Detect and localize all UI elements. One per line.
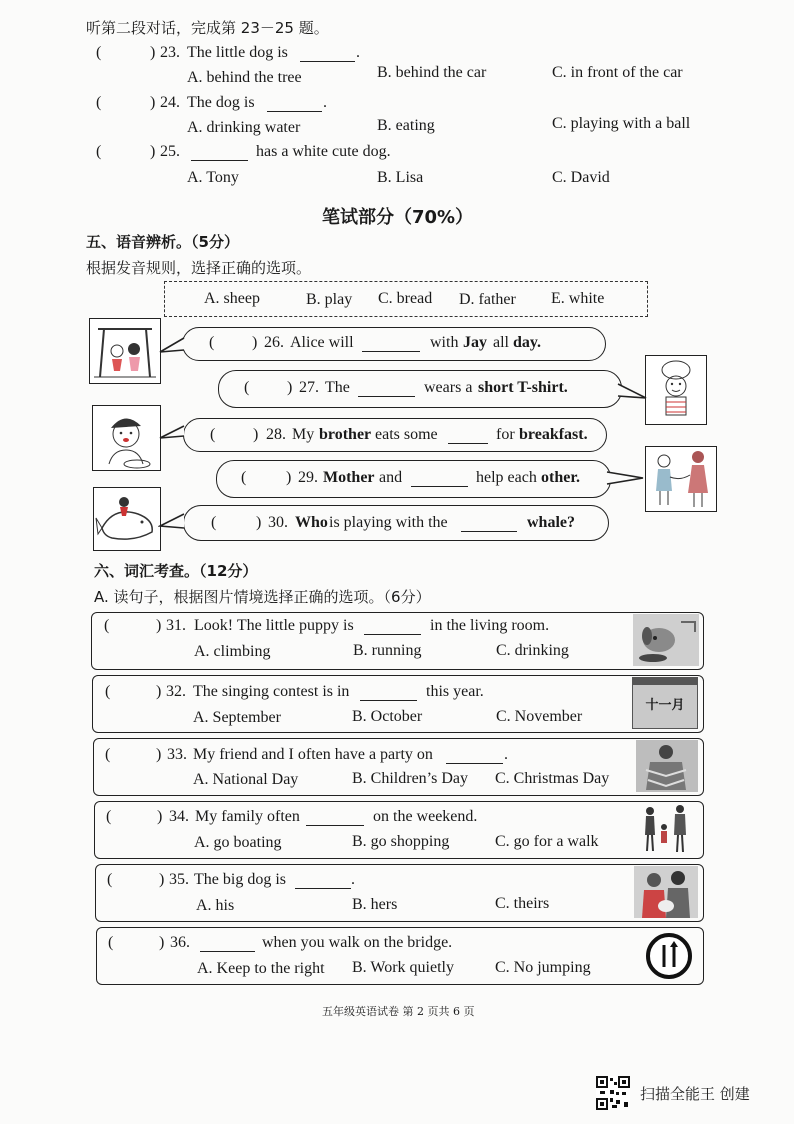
answer-paren-open: ( — [108, 934, 114, 951]
answer-blank — [411, 472, 468, 487]
question-number: 25. — [160, 143, 180, 160]
puppy-picture — [633, 614, 699, 666]
question-text-bold: short T-shirt. — [478, 379, 568, 396]
option-b: B. eating — [377, 117, 435, 134]
bubble-tail-28 — [158, 422, 186, 442]
bubble-tail-26 — [158, 336, 186, 356]
answer-paren-open: ( — [96, 94, 102, 111]
question-text: help each — [476, 469, 537, 486]
question-number: 36. — [170, 934, 190, 951]
question-number: 24. — [160, 94, 180, 111]
listening-instruction: 听第二段对话，完成第 23－25 题。 — [86, 19, 329, 37]
option-a: A. his — [196, 897, 235, 914]
question-text-bold: Jay — [463, 334, 487, 351]
question-text: The dog is — [187, 94, 255, 111]
mother-child-picture — [645, 446, 717, 512]
answer-blank — [448, 429, 488, 444]
question-number: 33. — [167, 746, 187, 763]
answer-blank — [446, 749, 503, 764]
family-walk-picture — [636, 803, 694, 855]
answer-paren-close: ) — [150, 44, 156, 61]
qr-code-icon — [596, 1076, 630, 1110]
option-a: A. drinking water — [187, 119, 301, 136]
answer-blank — [360, 686, 417, 701]
option-a: A. Keep to the right — [197, 960, 325, 977]
option-a: A. go boating — [194, 834, 282, 851]
question-text: Alice will — [290, 334, 354, 351]
page-footer: 五年级英语试卷 第 2 页共 6 页 — [322, 1005, 475, 1018]
answer-paren-close: ) — [252, 334, 258, 351]
option-c: C. in front of the car — [552, 64, 683, 81]
question-text: My — [292, 426, 315, 443]
bubble-tail-27 — [616, 380, 648, 404]
answer-paren-open: ( — [104, 617, 110, 634]
answer-paren-close: ) — [156, 617, 162, 634]
answer-paren-open: ( — [105, 746, 111, 763]
option-b: B. hers — [352, 896, 398, 913]
phonics-instruction: 根据发音规则，选择正确的选项。 — [86, 259, 312, 277]
question-text: and — [379, 469, 403, 486]
question-number: 27. — [299, 379, 319, 396]
question-text-bold: day. — [513, 334, 542, 351]
question-text: Look! The little puppy is — [194, 617, 354, 634]
option-a: A. Tony — [187, 169, 239, 186]
answer-paren-close: ) — [287, 379, 293, 396]
answer-paren-open: ( — [211, 514, 217, 531]
answer-blank — [306, 811, 364, 826]
question-number: 34. — [169, 808, 189, 825]
calendar-month-label: 十一月 — [645, 698, 685, 713]
answer-paren-open: ( — [244, 379, 250, 396]
answer-paren-open: ( — [96, 143, 102, 160]
question-text: has a white cute dog. — [256, 143, 391, 160]
question-number: 30. — [268, 514, 288, 531]
written-part-title: 笔试部分（70%） — [322, 207, 474, 228]
question-text-end: this year. — [426, 683, 484, 700]
answer-blank — [300, 47, 355, 62]
question-text-end: . — [351, 871, 355, 888]
question-text: My family often — [195, 808, 300, 825]
question-text: The — [325, 379, 350, 396]
question-number: 23. — [160, 44, 180, 61]
question-text-bold: brother — [319, 426, 372, 443]
question-text-bold: breakfast. — [519, 426, 588, 443]
question-number: 32. — [166, 683, 186, 700]
option-c: C. Christmas Day — [495, 770, 610, 787]
scanner-watermark: 扫描全能王 创建 — [640, 1085, 750, 1103]
question-text: The singing contest is in — [193, 683, 350, 700]
question-text-bold: other. — [541, 469, 580, 486]
option-c: C. drinking — [496, 642, 569, 659]
bubble-tail-30 — [158, 512, 186, 532]
option-c: C. No jumping — [495, 959, 591, 976]
question-number: 29. — [298, 469, 318, 486]
answer-paren-close: ) — [156, 683, 162, 700]
option-a: A. National Day — [193, 771, 299, 788]
option-b: B. go shopping — [352, 833, 450, 850]
question-text: for — [496, 426, 515, 443]
question-text: eats some — [375, 426, 438, 443]
answer-blank — [295, 874, 351, 889]
vocab-subsection: A. 读句子，根据图片情境选择正确的选项。（6分） — [94, 588, 431, 606]
option-c: C. playing with a ball — [552, 115, 691, 132]
option-b: B. behind the car — [377, 64, 487, 81]
answer-blank — [362, 337, 420, 352]
question-text: My friend and I often have a party on — [193, 746, 433, 763]
option-a: A. climbing — [194, 643, 271, 660]
question-text: The little dog is — [187, 44, 288, 61]
question-number: 31. — [166, 617, 186, 634]
question-text-bold: whale? — [527, 514, 575, 531]
answer-paren-close: ) — [256, 514, 262, 531]
answer-paren-open: ( — [106, 808, 112, 825]
answer-blank — [461, 517, 517, 532]
kids-swing-picture — [89, 318, 161, 384]
boy-eating-picture — [92, 405, 161, 471]
answer-paren-close: ) — [156, 746, 162, 763]
answer-paren-open: ( — [96, 44, 102, 61]
answer-paren-close: ) — [150, 94, 156, 111]
answer-paren-open: ( — [105, 683, 111, 700]
answer-blank — [364, 620, 421, 635]
question-text-end: in the living room. — [430, 617, 550, 634]
christmas-picture — [636, 740, 698, 792]
question-text-bold: Who — [295, 514, 328, 531]
option-a: A. September — [193, 709, 281, 726]
option-c: C. November — [496, 708, 583, 725]
question-text: wears a — [424, 379, 473, 396]
answer-paren-close: ) — [157, 808, 163, 825]
answer-blank — [358, 382, 415, 397]
question-text: all — [493, 334, 509, 351]
answer-paren-close: ) — [159, 934, 165, 951]
whale-boy-picture — [93, 487, 161, 551]
answer-paren-close: ) — [253, 426, 259, 443]
question-text: is playing with the — [329, 514, 448, 531]
option-b: B. October — [352, 708, 423, 725]
word-bank-option-e: E. white — [551, 290, 605, 307]
question-number: 35. — [169, 871, 189, 888]
question-text-end: . — [356, 44, 360, 61]
phonics-title: 五、语音辨析。（5分） — [86, 233, 239, 251]
question-text-end: on the weekend. — [373, 808, 478, 825]
question-number: 28. — [266, 426, 286, 443]
word-bank-option-b: B. play — [306, 291, 353, 308]
answer-paren-open: ( — [107, 871, 113, 888]
answer-blank — [200, 937, 255, 952]
question-text: The big dog is — [194, 871, 286, 888]
word-bank-option-c: C. bread — [378, 290, 433, 307]
answer-paren-open: ( — [209, 334, 215, 351]
option-b: B. running — [353, 642, 422, 659]
answer-paren-open: ( — [210, 426, 216, 443]
calendar-picture — [632, 677, 698, 729]
answer-paren-close: ) — [159, 871, 165, 888]
question-text-bold: Mother — [323, 469, 375, 486]
bubble-tail-29 — [605, 468, 645, 488]
option-b: B. Children’s Day — [352, 770, 468, 787]
word-bank-option-d: D. father — [459, 291, 516, 308]
vocab-title: 六、词汇考查。（12分） — [94, 562, 258, 580]
question-number: 26. — [264, 334, 284, 351]
answer-paren-close: ) — [286, 469, 292, 486]
option-c: C. theirs — [495, 895, 550, 912]
question-text: with — [430, 334, 459, 351]
answer-blank — [191, 146, 248, 161]
option-b: B. Work quietly — [352, 959, 454, 976]
question-text-end: . — [504, 746, 508, 763]
answer-paren-open: ( — [241, 469, 247, 486]
question-text-end: . — [323, 94, 327, 111]
answer-blank — [267, 97, 322, 112]
option-a: A. behind the tree — [187, 69, 302, 86]
option-c: C. go for a walk — [495, 833, 599, 850]
chef-picture — [645, 355, 707, 425]
answer-paren-close: ) — [150, 143, 156, 160]
keep-right-sign-icon — [644, 931, 694, 981]
word-bank-option-a: A. sheep — [204, 290, 260, 307]
question-text: when you walk on the bridge. — [262, 934, 453, 951]
option-b: B. Lisa — [377, 169, 424, 186]
dog-owners-picture — [634, 866, 698, 918]
option-c: C. David — [552, 169, 610, 186]
